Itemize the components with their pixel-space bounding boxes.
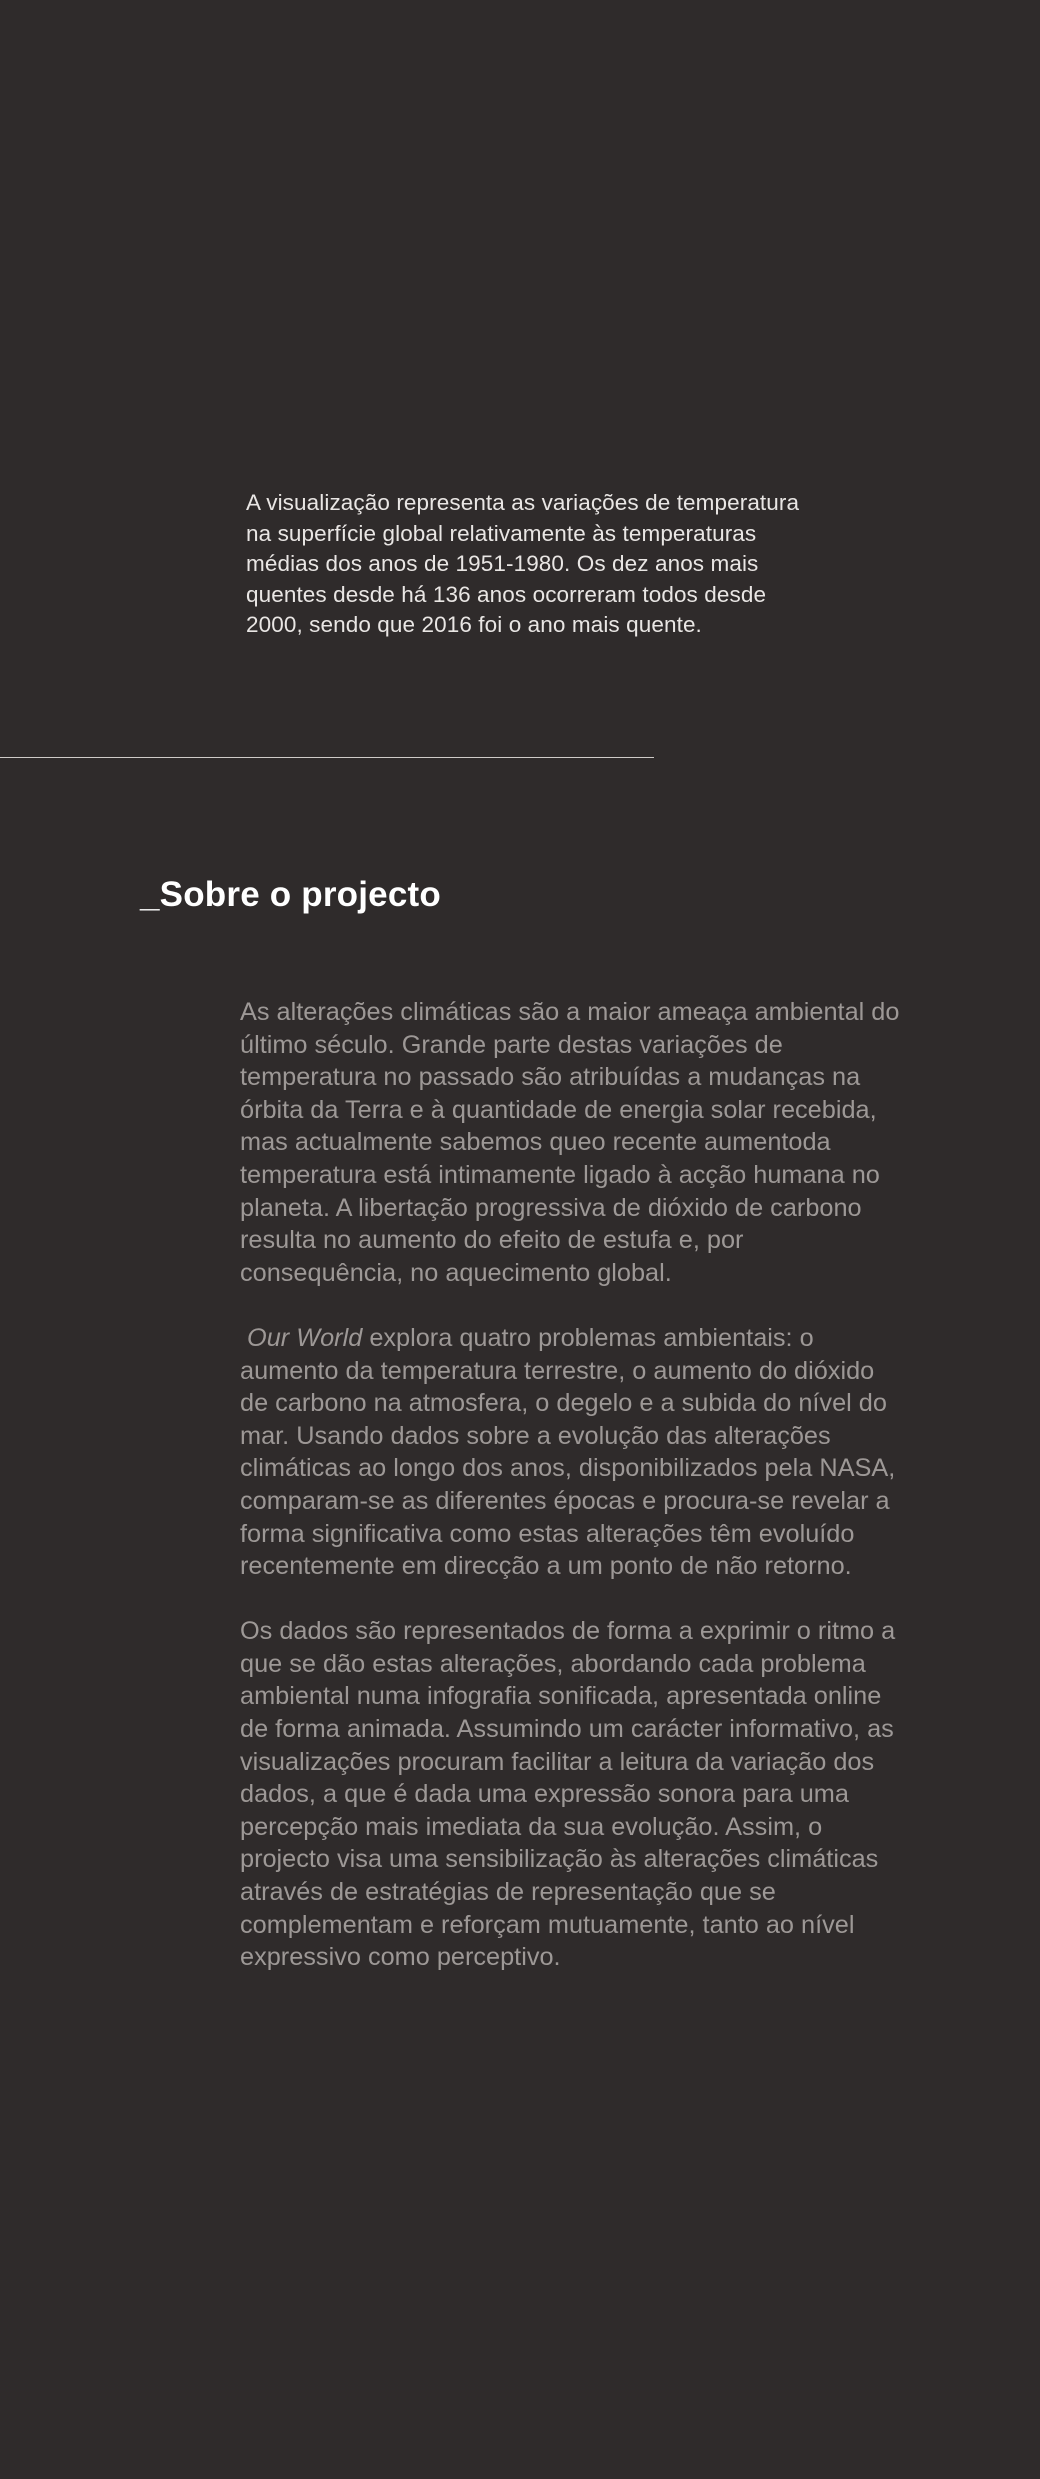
about-section-title: _Sobre o projecto — [140, 875, 441, 914]
about-paragraph-2 — [240, 1322, 900, 1583]
visualization-caption: A visualização representa as variações de temperatura na superfície global relativamente às temperaturas médias dos anos de 1951-1980. Os dez anos mais quentes desde há 136 anos ocorreram todos desde 2000, sendo que 2016 foi o ano mais quente. — [246, 490, 800, 637]
about-paragraph-1: As alterações climáticas são a maior ameaça ambiental do último século. Grande parte destas variações de temperatura no passado são atribuídas a mudanças na órbita da Terra e à quantidade de energia solar recebida, mas actualmente sabemos queo recente aumentoda temperatura está intimamente ligado à acção humana no planeta. A libertação progressiva de dióxido de carbono resulta no aumento do efeito de estufa e, por consequência, no aquecimento global. — [240, 998, 900, 1287]
about-paragraph-2-text: explora quatro problemas ambientais: o aumento da temperatura terrestre, o aumento do dióxido de carbono na atmosfera, o degelo e a subida do nível do mar. Usando dados sobre a evolução das alterações climáticas ao longo dos anos, disponibilizados pela NASA, comparam-se as diferentes épocas e procura-se revelar a forma significativa como estas alterações têm evoluído recentemente em direcção a um ponto de não retorno. — [240, 1323, 896, 1581]
about-paragraph-3: Os dados são representados de forma a exprimir o ritmo a que se dão estas alterações, abordando cada problema ambiental numa infografia sonificada, apresentada online de forma animada. Assumindo um carácter informativo, as visualizações procuram facilitar a leitura da variação dos dados, a que é dada uma expressão sonora para uma percepção mais imediata da sua evolução. Assim, o projecto visa uma sensibilização às alterações climáticas através de estratégias de representação que se complementam e reforçam mutuamente, tanto ao nível expressivo como perceptivo. — [240, 1617, 896, 1972]
about-section-body — [240, 996, 900, 2006]
project-name: Our World — [247, 1323, 363, 1352]
section-divider — [0, 757, 654, 758]
